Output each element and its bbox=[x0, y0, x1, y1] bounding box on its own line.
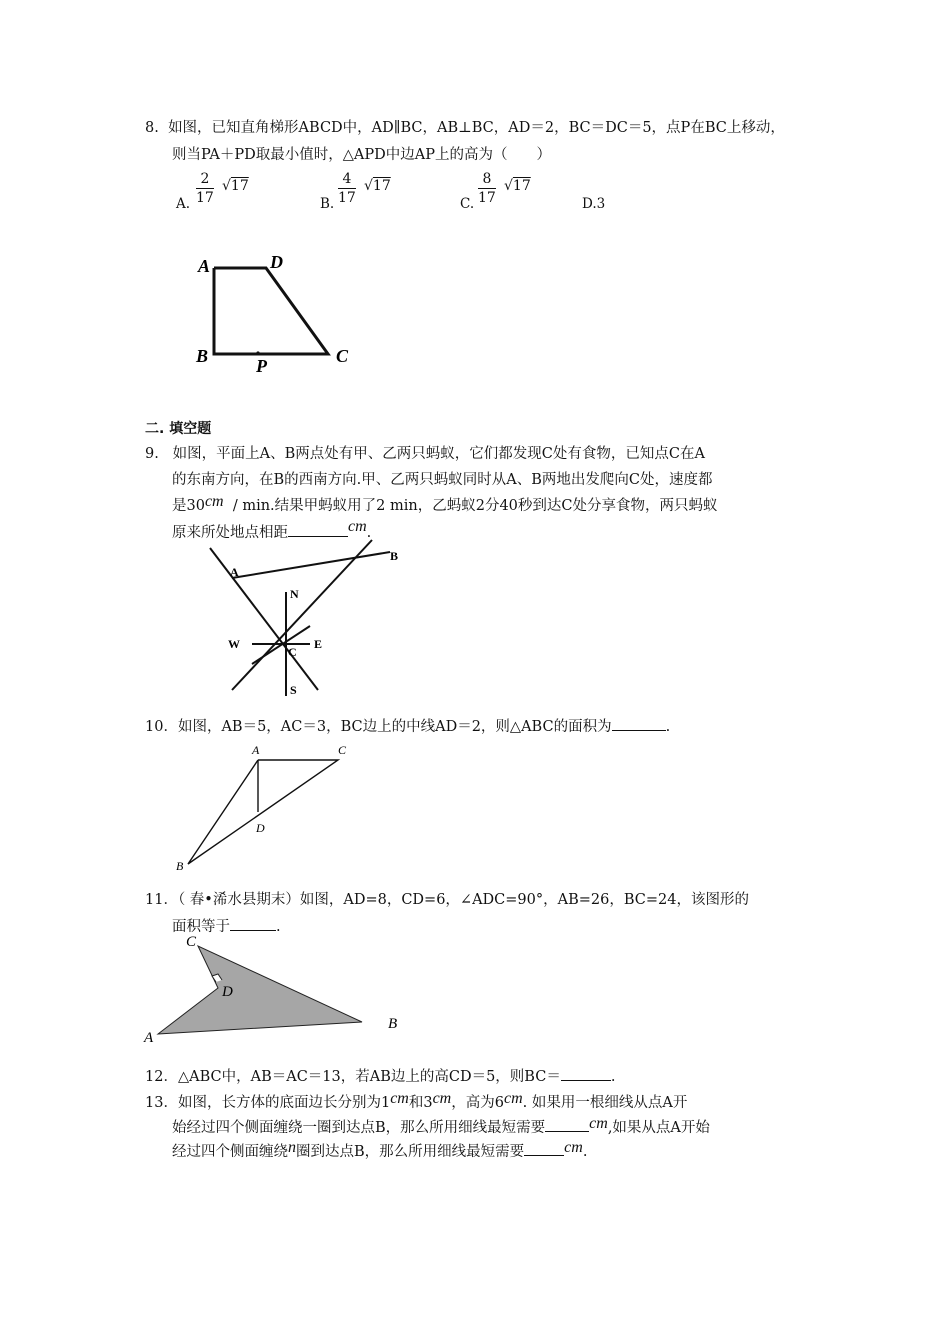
q10-label-a: A bbox=[252, 743, 260, 757]
q10-label-b: B bbox=[176, 859, 184, 873]
q8-label-b: B bbox=[196, 346, 209, 366]
q11-label-c: C bbox=[186, 934, 197, 950]
q13-line2: 始经过四个侧面缠绕一圈到达点B，那么所用细线最短需要 cm,如果从点A开始 bbox=[172, 1115, 710, 1136]
q11-line2: 面积等于 . bbox=[172, 916, 281, 937]
q9-compass-figure bbox=[180, 540, 420, 700]
q11-shape-figure bbox=[140, 930, 420, 1045]
q11-line1: 11．（ 春•浠水县期末）如图，AD=8，CD=6，∠ADC=90°，AB=26，BC=24，该图形的 bbox=[145, 892, 749, 908]
q8-label-p: P bbox=[256, 356, 267, 376]
q13-line3: 经过四个侧面缠绕n圈到达点B，那么所用细线最短需要 cm. bbox=[172, 1139, 588, 1160]
q8-label-c: C bbox=[336, 346, 349, 366]
q9-line4: 原来所处地点相距 cm. bbox=[172, 518, 372, 541]
q10-label-d: D bbox=[256, 821, 265, 835]
q12-line: 12．△ABC中，AB＝AC＝13，若AB边上的高CD＝5，则BC＝ . bbox=[145, 1066, 615, 1087]
q13-line1: 13．如图，长方体的底面边长分别为1cm和3cm，高为6cm. 如果用一根细线从点A开 bbox=[145, 1090, 688, 1111]
q8-line2: 则当PA＋PD取最小值时，△APD中边AP上的高为（ ） bbox=[172, 147, 552, 163]
q9-line3: 是30cm / min.结果甲蚂蚁用了2 min，乙蚂蚁2分40秒到达C处分享食物，两只蚂蚁 bbox=[172, 493, 718, 514]
q10-line: 10．如图，AB＝5，AC＝3，BC边上的中线AD＝2，则△ABC的面积为 . bbox=[145, 716, 670, 737]
q8-label-a: A bbox=[198, 256, 211, 276]
q8-line1: 8. 如图，已知直角梯形ABCD中，AD∥BC，AB⊥BC，AD＝2，BC＝DC＝5，点P在BC上移动， bbox=[145, 120, 785, 136]
q9-line1: 9. 如图，平面上A、B两点处有甲、乙两只蚂蚁，它们都发现C处有食物，已知点C在A bbox=[145, 446, 705, 462]
q9-label-s: S bbox=[290, 683, 297, 697]
q8-trapezoid-figure bbox=[190, 250, 370, 380]
q9-label-b: B bbox=[390, 549, 399, 563]
q9-label-a: A bbox=[230, 565, 239, 579]
q11-label-d: D bbox=[222, 984, 233, 1000]
q11-label-a: A bbox=[144, 1030, 154, 1046]
q9-line2: 的东南方向，在B的西南方向.甲、乙两只蚂蚁同时从A、B两地出发爬向C处，速度都 bbox=[172, 472, 713, 488]
q9-label-e: E bbox=[314, 637, 323, 651]
q10-label-c: C bbox=[338, 743, 347, 757]
q9-label-n: N bbox=[290, 587, 299, 601]
q10-triangle-figure bbox=[170, 740, 370, 875]
section-title: 二. 填空题 bbox=[145, 421, 212, 437]
q9-label-w: W bbox=[228, 637, 240, 651]
q8-label-d: D bbox=[270, 252, 283, 272]
q9-label-c: C bbox=[288, 645, 297, 659]
q11-label-b: B bbox=[388, 1016, 398, 1032]
